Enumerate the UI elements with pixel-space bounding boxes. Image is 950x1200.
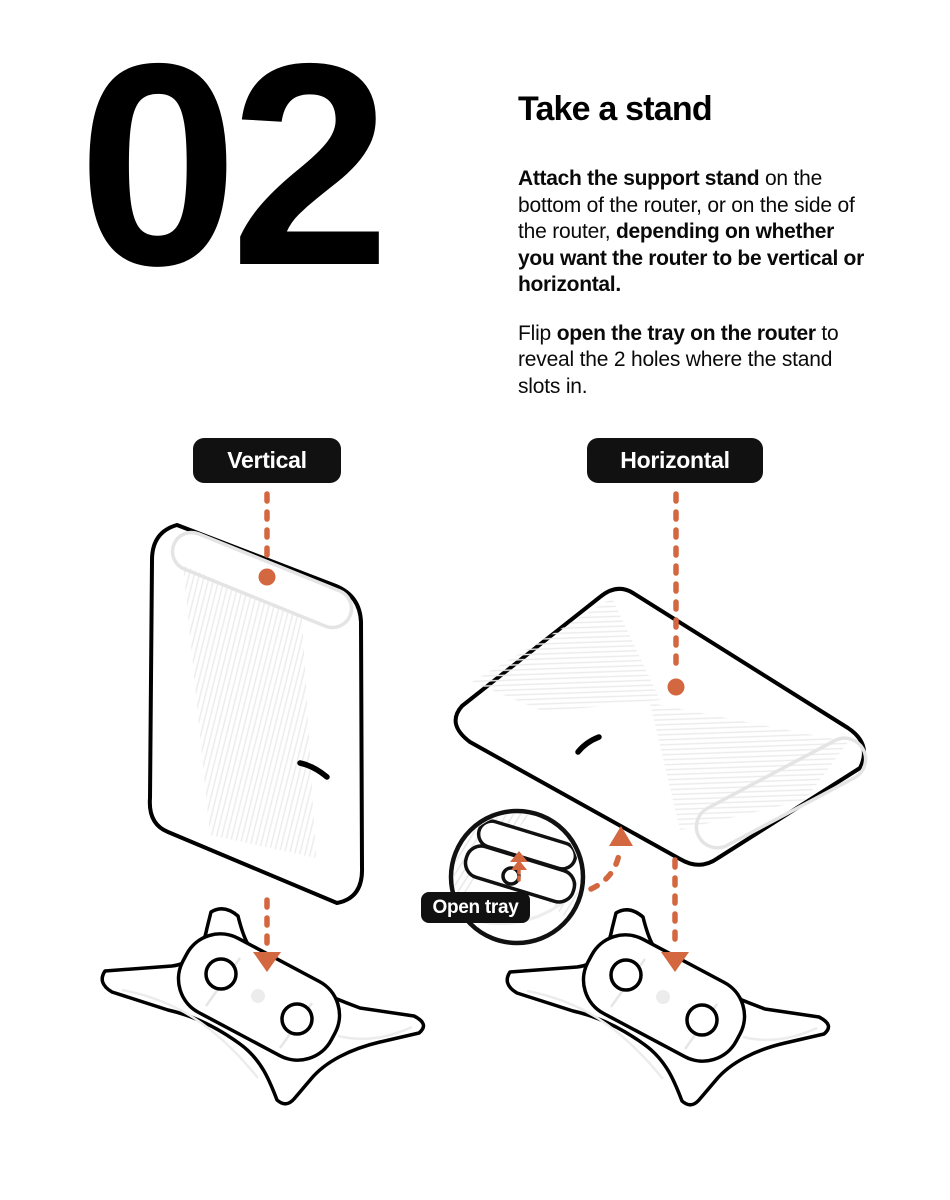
horizontal-caption-badge: Horizontal	[587, 438, 763, 483]
vertical-caption-badge: Vertical	[193, 438, 341, 483]
bold-text: open the tray on the router	[556, 321, 816, 345]
body-text: Flip	[518, 321, 557, 345]
bold-text: Attach the support stand	[518, 167, 760, 190]
tray-tab	[503, 868, 519, 884]
page-title: Take a stand	[518, 90, 712, 128]
body-text: on the bottom of the router, or on the side of the router,	[518, 167, 855, 243]
router-vertical-illustration	[150, 525, 362, 903]
target-dot-horizontal	[668, 679, 685, 696]
dashed-curve-lens-to-slot	[591, 848, 620, 889]
bold-text: depending on whether you want the router to be vertical or horizontal.	[518, 220, 864, 296]
stand-right	[507, 910, 828, 1105]
target-dot-vertical	[259, 569, 276, 586]
stand-left	[102, 909, 423, 1104]
body-text: to reveal the 2 holes where the stand slots in.	[518, 321, 839, 398]
open-tray-caption-badge: Open tray	[421, 892, 530, 923]
step-number: 02	[78, 4, 383, 326]
